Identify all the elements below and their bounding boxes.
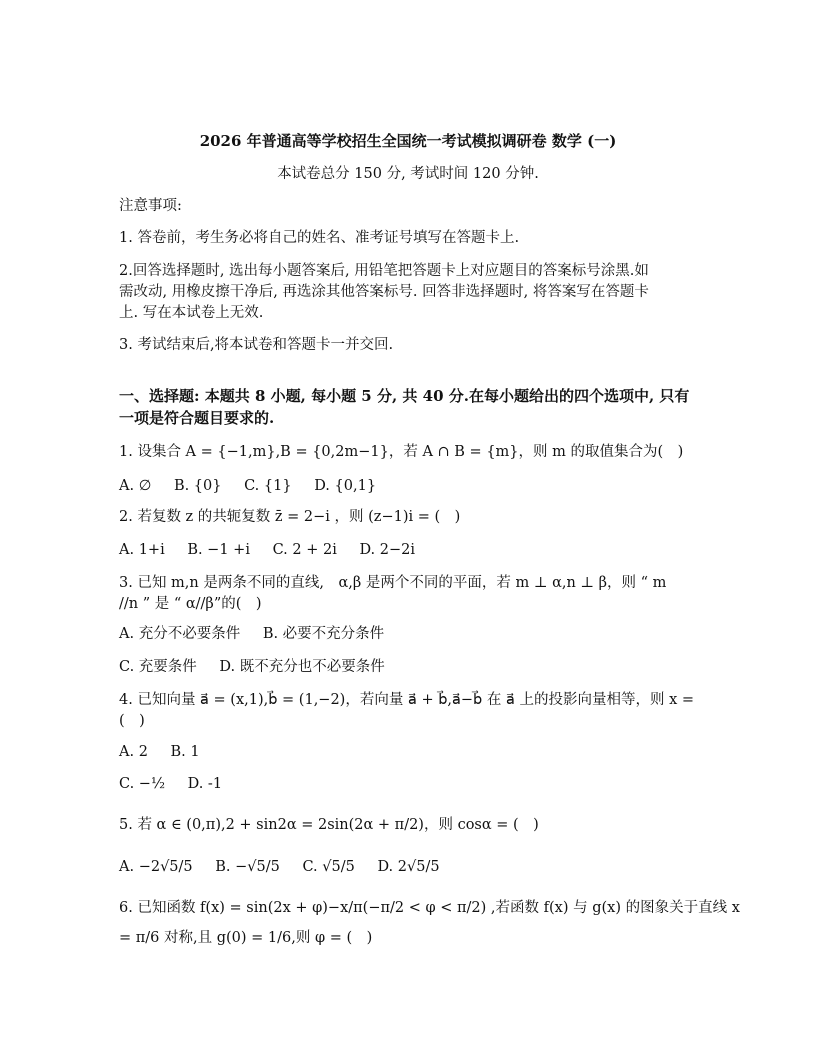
notice-heading: 注意事项: — [119, 198, 182, 214]
notice-2-line-3: 上. 写在本试卷上无效. — [119, 305, 264, 321]
question-3-options-row-2 — [119, 657, 709, 677]
question-1-stem: 1. 设集合 A = {−1,m},B = {0,2m−1}，若 A ∩ B = {m}，则 m 的取值集合为( ) — [119, 444, 684, 460]
question-3-option-c: C. 充要条件 — [119, 659, 197, 675]
question-4-options-row-2 — [119, 774, 709, 794]
question-4-stem-line-1: 4. 已知向量 a⃗ = (x,1),b⃗ = (1,−2)，若向量 a⃗ + b⃗,a⃗−b⃗ 在 a⃗ 上的投影向量相等，则 x = — [119, 692, 695, 708]
question-2-option-c: C. 2 + 2i — [272, 542, 337, 558]
question-6-stem-line-2: = π/6 对称,且 g(0) = 1/6,则 φ = ( ) — [119, 930, 373, 946]
question-3-option-b: B. 必要不充分条件 — [262, 626, 385, 642]
question-3-stem-line-2: //n ” 是 “ α//β”的( ) — [119, 596, 262, 612]
question-3-option-d: D. 既不充分也不必要条件 — [219, 659, 385, 675]
notice-2-line-1: 2.回答选择题时, 选出每小题答案后, 用铅笔把答题卡上对应题目的答案标号涂黑.如 — [119, 263, 649, 279]
section-1-heading-line-1: 一、选择题: 本题共 8 小题, 每小题 5 分, 共 40 分.在每小题给出的四个选项中, 只有 — [119, 387, 690, 405]
question-3-option-a: A. 充分不必要条件 — [119, 626, 241, 642]
question-5-option-b: B. −√5/5 — [215, 859, 280, 875]
notice-3: 3. 考试结束后,将本试卷和答题卡一并交回. — [119, 337, 394, 353]
question-5-stem: 5. 若 α ∈ (0,π),2 + sin2α = 2sin(2α + π/2)，则 cosα = ( ) — [119, 817, 539, 833]
exam-subtitle: 本试卷总分 150 分, 考试时间 120 分钟. — [277, 166, 539, 182]
question-1-option-d: D. {0,1} — [314, 478, 377, 494]
question-2-option-b: B. −1 +i — [187, 542, 250, 558]
question-6-stem-line-1: 6. 已知函数 f(x) = sin(2x + φ)−x/π(−π/2 < φ < π/2) ,若函数 f(x) 与 g(x) 的图象关于直线 x — [119, 900, 740, 916]
question-2-options — [119, 540, 709, 560]
exam-title: 2026 年普通高等学校招生全国统一考试模拟调研卷 数学 (一) — [199, 132, 617, 150]
question-1-option-c: C. {1} — [244, 478, 292, 494]
question-2-option-a: A. 1+i — [119, 542, 165, 558]
question-4-option-c: C. −½ — [119, 776, 165, 792]
question-5-option-d: D. 2√5/5 — [377, 859, 440, 875]
notice-1: 1. 答卷前，考生务必将自己的姓名、准考证号填写在答题卡上. — [119, 230, 520, 246]
notice-2-line-2: 需改动, 用橡皮擦干净后, 再选涂其他答案标号. 回答非选择题时, 将答案写在答题卡 — [119, 284, 649, 300]
question-4-stem-line-2: ( ) — [119, 713, 145, 729]
question-2-stem: 2. 若复数 z 的共轭复数 z̄ = 2−i ，则 (z−1)i = ( ) — [119, 509, 461, 525]
question-3-options-row-1 — [119, 624, 709, 644]
question-4-option-b: B. 1 — [170, 744, 200, 760]
question-4-option-d: D. -1 — [187, 776, 223, 792]
section-1-heading-line-2: 一项是符合题目要求的. — [119, 409, 275, 427]
question-1-option-b: B. {0} — [173, 478, 222, 494]
question-2-option-d: D. 2−2i — [359, 542, 416, 558]
question-4-options-row-1 — [119, 742, 709, 762]
question-5-options — [119, 857, 709, 877]
question-5-option-c: C. √5/5 — [302, 859, 355, 875]
question-4-option-a: A. 2 — [119, 744, 148, 760]
question-1-options — [119, 476, 709, 496]
question-3-stem-line-1: 3. 已知 m,n 是两条不同的直线, α,β 是两个不同的平面，若 m ⊥ α,n ⊥ β，则 “ m — [119, 575, 667, 591]
question-5-option-a: A. −2√5/5 — [119, 859, 193, 875]
question-1-option-a: A. ∅ — [119, 478, 152, 494]
